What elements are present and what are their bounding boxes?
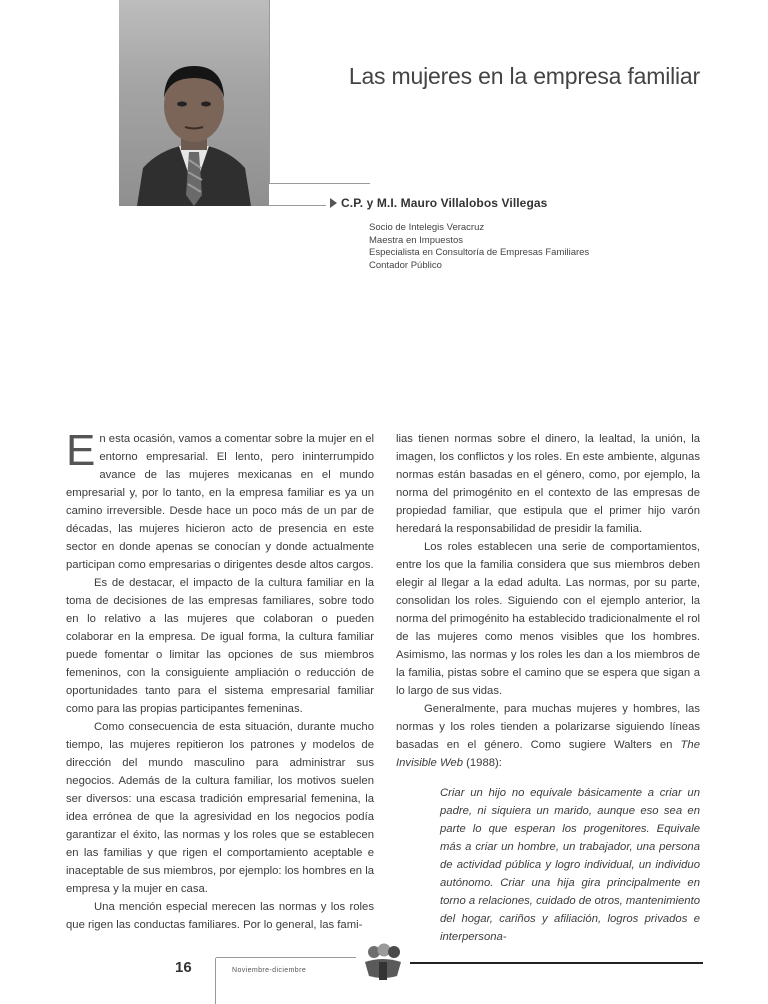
paragraph: Una mención especial merecen las normas y los roles que rigen las conductas familiares. Por lo general, las fami-: [66, 901, 374, 931]
footer-bold-rule: [410, 962, 703, 964]
paragraph-text: (1988):: [462, 757, 502, 769]
left-column: [66, 426, 374, 934]
footer-rule: [216, 957, 356, 958]
paragraph: [66, 426, 374, 574]
credential-line: Especialista en Consultoría de Empresas Familiares: [369, 247, 590, 258]
paragraph: Como consecuencia de esta situación, durante mucho tiempo, las mujeres repitieron los patrones y modelos de dirección del mundo masculino para administrar sus negocios. Además de la cultura familiar, los motivos suelen ser diversos: una escasa tradición empresarial femenina, la idea errónea de que la agresividad en los negocios podía garantizar el éxito, las normas y los roles que se establecen en las familias y que rigen el comportamiento aceptable e inaceptable de sus miembros, por ejemplo: los hombres en la empresa y la mujer en casa.: [66, 721, 374, 895]
paragraph-text: Generalmente, para muchas mujeres y hombres, las normas y los roles tienden a polarizarse siguiendo líneas basadas en el género. Como sugiere Walters en: [396, 703, 700, 751]
block-quote: Criar un hijo no equivale básicamente a criar un padre, ni siquiera un marido, aunque eso sea en parte lo que esperan los progenitores. Equivale más a criar un hombre, un trabajador, una persona de actividad pública y logro individual, un individuo autónomo. Criar una hija gira principalmente en torno a relaciones, cuidado de otros, mantenimiento del hogar, cariños y afiliación, logros privados e interpersona-: [440, 787, 700, 943]
credential-line: Contador Público: [369, 259, 442, 271]
drop-cap: E: [66, 426, 96, 475]
footer-vertical-rule: [215, 958, 216, 1004]
credential-line: Socio de Intelegis Veracruz: [369, 222, 485, 233]
magazine-logo-icon: [357, 942, 409, 982]
paragraph-text: n esta ocasión, vamos a comentar sobre la mujer en el entorno empresarial. El lento, pero ininterrumpido avance de las mujeres mexicanas en el mundo empresarial y, por lo tanto, en la empresa familiar es ya un camino irreversible. Desde hace un poco más de un par de décadas, las mujeres hicieron acto de presencia en este sector en donde apenas se conocían y donde actualmente participan como empresarias o dirigentes desde altos cargos.: [66, 433, 374, 571]
credential-line: Maestra en Impuestos: [369, 234, 463, 246]
page-number: 16: [175, 959, 192, 976]
paragraph: [396, 700, 700, 772]
article-title: Las mujeres en la empresa familiar: [348, 63, 700, 89]
author-name: C.P. y M.I. Mauro Villalobos Villegas: [341, 196, 548, 210]
book-title: The Invisible Web: [396, 739, 700, 769]
right-column: [396, 430, 700, 946]
arrow-right-icon: [330, 198, 337, 208]
author-credentials: [369, 222, 589, 272]
paragraph: Los roles establecen una serie de comportamientos, entre los que la familia considera que sus miembros deben elegir al llegar a la edad adulta. Las normas, por su parte, consolidan los roles. Siguiendo con el ejemplo anterior, la norma del primogénito ha establecido tradicionalmente el rol de las mujeres como menos visibles que los hombres. Asimismo, las normas y los roles les dan a los miembros de la familia, pistas sobre el camino que se espera que sigan a lo largo de sus vidas.: [396, 541, 700, 697]
paragraph: Es de destacar, el impacto de la cultura familiar en la toma de decisiones de las empresas familiares, sobre todo en lo relativo a las mujeres que colaboran o pueden colaborar en la empresa. De igual forma, la cultura familiar puede fomentar o limitar las opciones de sus miembros femeninos, con la consiguiente ampliación o reducción de oportunidades tanto para el sistema empresarial familiar como para las propias participantes femeninas.: [66, 577, 374, 715]
frame-vertical-rule: [269, 0, 270, 184]
frame-horizontal-rule: [269, 183, 370, 184]
author-rule: [269, 205, 326, 206]
author-photo: [119, 0, 269, 206]
paragraph: lias tienen normas sobre el dinero, la lealtad, la unión, la imagen, los conflictos y los roles. En este ambiente, algunas normas están basadas en el género, como, por ejemplo, la norma del primogénito en el contexto de las empresas de propiedad familiar, que estipula que el primer hijo varón heredará la responsabilidad de presidir la familia.: [396, 433, 700, 535]
issue-date: Noviembre-diciembre: [232, 967, 307, 974]
